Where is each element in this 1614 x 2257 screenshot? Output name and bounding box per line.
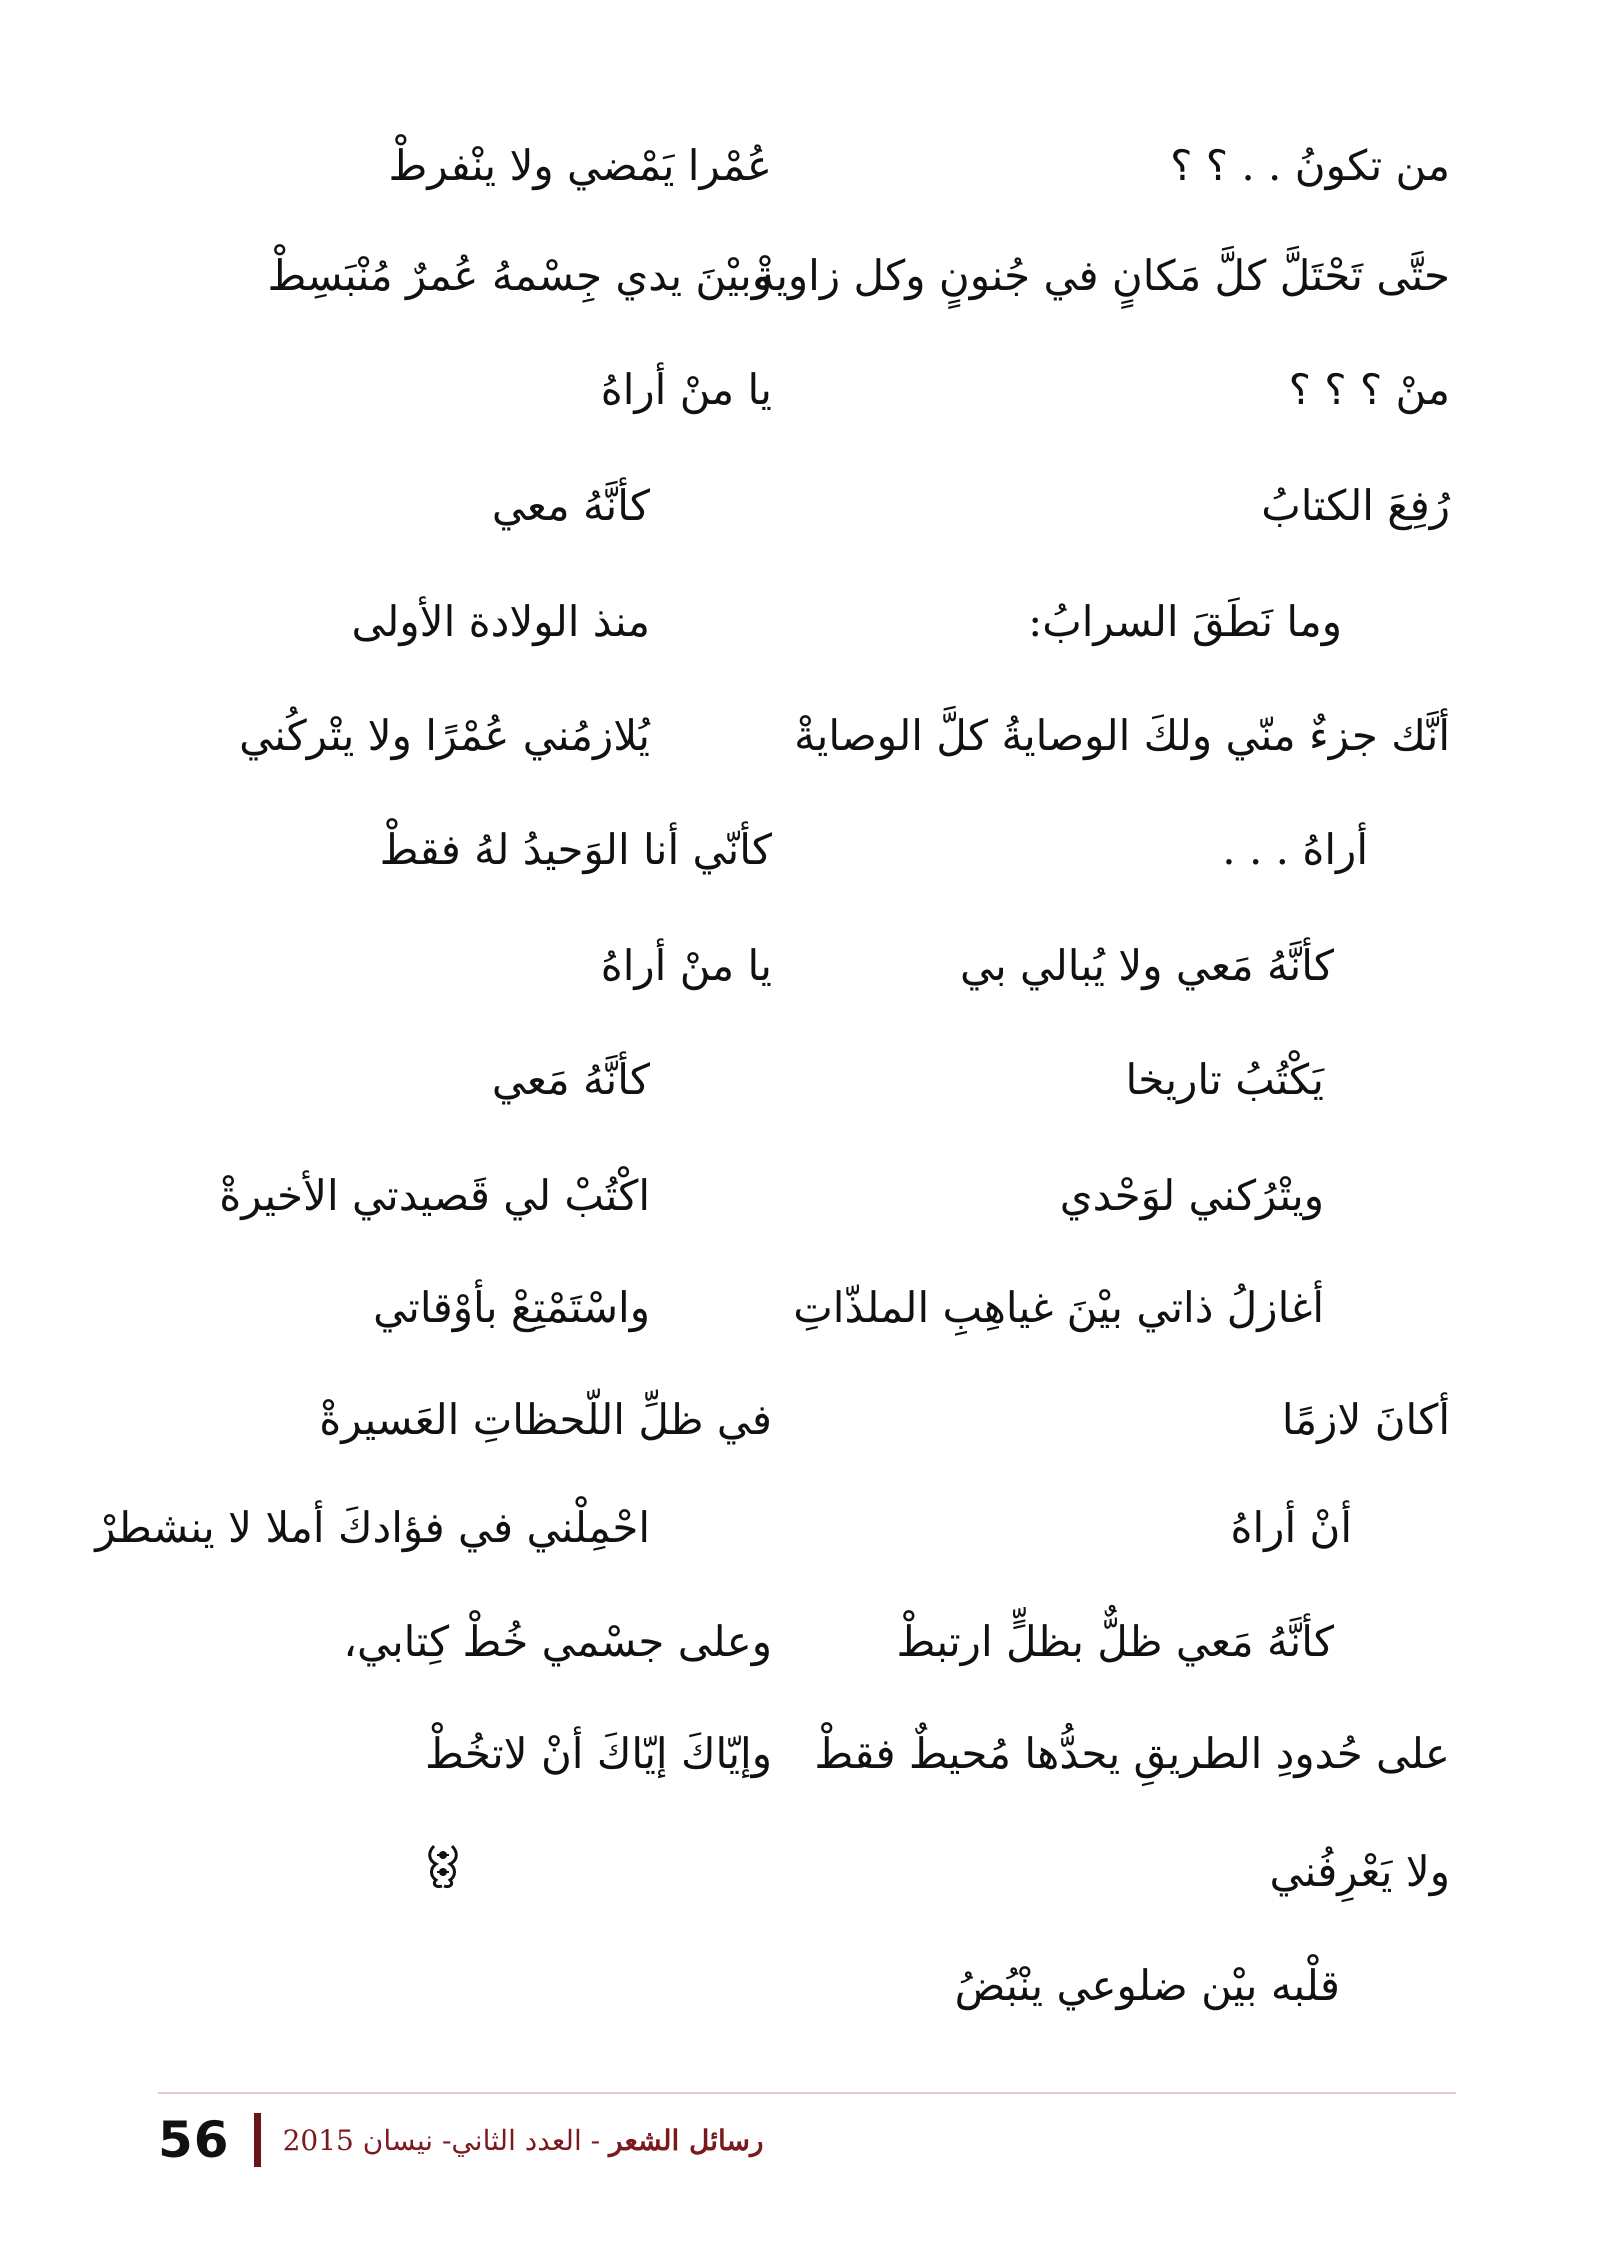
poem-line-right: رُفِعَ الكتابُ <box>1261 481 1450 530</box>
poem-line-right: يَكْتُبُ تاريخا <box>1125 1055 1324 1104</box>
footer-divider <box>158 2092 1456 2094</box>
poem-line-left: اكْتُبْ لي قَصيدتي الأخيرةْ <box>219 1171 650 1220</box>
poem-line-left: كأنّي أنا الوَحيدُ لهُ فقطْ <box>379 825 772 874</box>
poem-line-right: أراهُ . . . <box>1222 825 1368 874</box>
page-number: 56 <box>158 2111 230 2169</box>
issue-label: - العدد الثاني- نيسان 2015 <box>282 2123 610 2157</box>
poem-line-left: وبيْنَ يدي جِسْمهُ عُمرٌ مُنْبَسِطْ <box>267 251 772 300</box>
issue-info <box>283 2124 764 2157</box>
poem-line-right: أنَّك جزءٌ منّي ولكَ الوصايةُ كلَّ الوصايةْ <box>794 711 1450 760</box>
poem-line-right: على حُدودِ الطريقِ يحدُّها مُحيطٌ فقطْ <box>814 1729 1450 1778</box>
poem-line-left: كأنَّهُ معي <box>491 481 650 530</box>
footer-separator-bar <box>254 2113 261 2167</box>
poem-line-left: في ظلِّ اللّحظاتِ العَسيرةْ <box>319 1395 772 1444</box>
poem-line-right: أكانَ لازمًا <box>1281 1395 1450 1444</box>
poem-line-right: منْ ؟ ؟ ؟ <box>1288 365 1450 414</box>
poem-line-left: عُمْرا يَمْضي ولا ينْفرطْ <box>388 141 772 190</box>
page-footer <box>158 2105 764 2175</box>
poem-line-left: يُلازمُني عُمْرًا ولا يتْركُني <box>239 711 650 760</box>
poem-line-right: وما نَطَقَ السرابُ: <box>1028 597 1342 646</box>
poem-line-right: من تكونُ . . ؟ ؟ <box>1170 141 1450 190</box>
poem-line-left: منذ الولادة الأولى <box>351 597 650 646</box>
poem-line-right: ويتْرُكني لوَحْدي <box>1059 1171 1324 1220</box>
poem-line-left: وإيّاكَ إيّاكَ أنْ لاتخُطْ <box>424 1729 772 1778</box>
poem-line-right: كأنَّهُ مَعي ولا يُبالي بي <box>959 941 1334 990</box>
floral-ornament-icon <box>426 1842 460 1890</box>
poem-line-right: أنْ أراهُ <box>1230 1503 1352 1552</box>
poem-line-left: احْمِلْني في فؤادكَ أملا لا ينشطرْ <box>95 1503 650 1552</box>
poem-line-left: واسْتَمْتِعْ بأوْقاتي <box>373 1283 650 1332</box>
poem-line-right: قلْبه بيْن ضلوعي ينْبُضُ <box>954 1961 1340 2010</box>
poem-line-left: يا منْ أراهُ <box>600 941 772 990</box>
magazine-title: رسائل الشعر <box>609 2123 764 2157</box>
poem-line-right: حتَّى تَحْتَلَّ كلَّ مَكانٍ في جُنونٍ وكل زاويةْ <box>753 251 1450 300</box>
poem-line-left: كأنَّهُ مَعي <box>491 1055 650 1104</box>
poem-line-right: ولا يَعْرِفُني <box>1269 1847 1450 1896</box>
poem-line-left: يا منْ أراهُ <box>600 365 772 414</box>
poem-line-right: أغازلُ ذاتي بيْنَ غياهِبِ الملذّاتِ <box>793 1283 1324 1332</box>
poem-line-right: كأنَّهُ مَعي ظلٌّ بظلٍّ ارتبطْ <box>896 1617 1334 1666</box>
poem-line-left: وعلى جسْمي خُطْ كِتابي، <box>343 1617 772 1666</box>
